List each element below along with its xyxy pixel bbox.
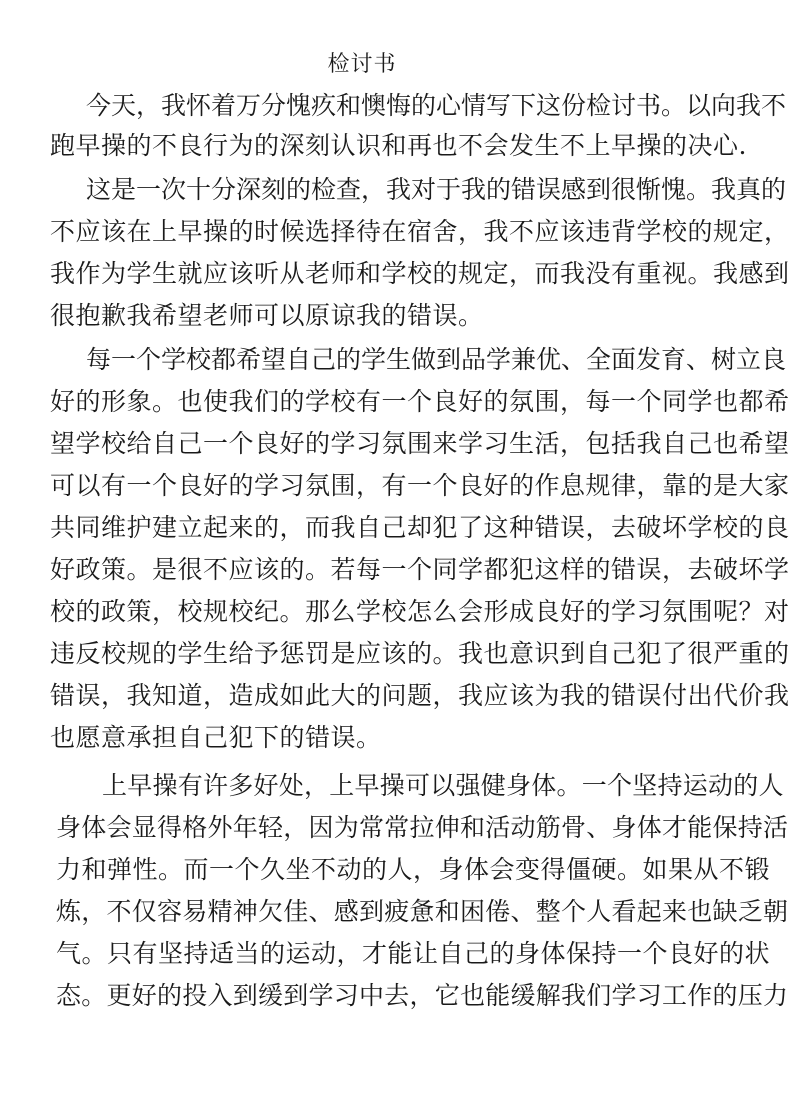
paragraph-4-line-5: 气。只有坚持适当的运动，才能让自己的身体保持一个良好的状 [56,939,771,968]
paragraph-2-line-3: 我作为学生就应该听从老师和学校的规定，而我没有重视。我感到 [50,259,790,288]
paragraph-4-line-6: 态。更好的投入到缓到学习中去，它也能缓解我们学习工作的压力 [56,981,789,1010]
paragraph-3-line-7: 校的政策，校规校纪。那么学校怎么会形成良好的学习氛围呢？对 [50,597,790,626]
paragraph-3-line-5: 共同维护建立起来的，而我自己却犯了这种错误，去破坏学校的良 [50,513,790,542]
paragraph-3-line-8: 违反校规的学生给予惩罚是应该的。我也意识到自己犯了很严重的 [50,639,790,668]
paragraph-2-line-4: 很抱歉我希望老师可以原谅我的错误。 [50,301,484,330]
paragraph-4-line-4: 炼，不仅容易精神欠佳、感到疲惫和困倦、整个人看起来也缺乏朝 [56,897,789,926]
paragraph-1-line-1: 今天，我怀着万分愧疚和懊悔的心情写下这份检讨书。以向我不 [86,91,787,120]
paragraph-4-line-3: 力和弹性。而一个久坐不动的人，身体会变得僵硬。如果从不锻 [56,855,771,884]
paragraph-3-line-3: 望学校给自己一个良好的学习氛围来学习生活，包括我自己也希望 [50,429,790,458]
paragraph-2-line-2: 不应该在上早操的时候选择待在宿舍，我不应该违背学校的规定， [50,217,790,246]
paragraph-2-line-1: 这是一次十分深刻的检查，我对于我的错误感到很惭愧。我真的 [86,175,787,204]
paragraph-3-line-10: 也愿意承担自己犯下的错误。 [50,723,382,752]
paragraph-3-line-1: 每一个学校都希望自己的学生做到品学兼优、全面发育、树立良 [86,345,787,374]
paragraph-3-line-6: 好政策。是很不应该的。若每一个同学都犯这样的错误，去破坏学 [50,555,790,584]
paragraph-4-line-2: 身体会显得格外年轻，因为常常拉伸和活动筋骨、身体才能保持活 [56,813,789,842]
paragraph-3-line-2: 好的形象。也使我们的学校有一个良好的氛围，每一个同学也都希 [50,387,790,416]
paragraph-1-line-2: 跑早操的不良行为的深刻认识和再也不会发生不上早操的决心. [50,131,747,160]
paragraph-3-line-9: 错误，我知道，造成如此大的问题，我应该为我的错误付出代价我 [50,681,790,710]
paragraph-4-line-1: 上早操有许多好处，上早操可以强健身体。一个坚持运动的人 [102,771,784,800]
paragraph-3-line-4: 可以有一个良好的学习氛围，有一个良好的作息规律，靠的是大家 [50,471,790,500]
document-title: 检讨书 [327,52,397,77]
